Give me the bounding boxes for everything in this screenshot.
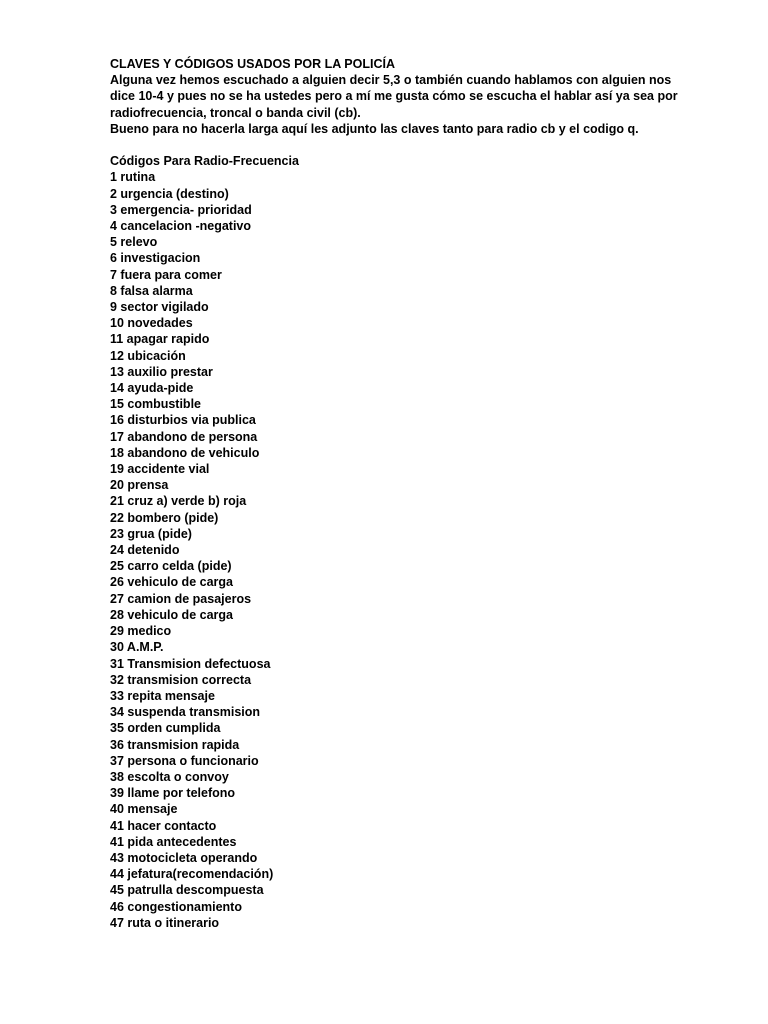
- list-item: 6 investigacion: [110, 251, 201, 266]
- list-item: 30 A.M.P.: [110, 640, 164, 655]
- list-item: 29 medico: [110, 624, 172, 639]
- code-list: [110, 169, 670, 931]
- list-item: 1 rutina: [110, 170, 156, 185]
- list-item: 7 fuera para comer: [110, 267, 222, 282]
- list-item: 22 bombero (pide): [110, 510, 219, 525]
- list-item: 5 relevo: [110, 235, 158, 250]
- list-item: 14 ayuda-pide: [110, 381, 194, 396]
- list-item: 35 orden cumplida: [110, 721, 221, 736]
- list-item: 28 vehiculo de carga: [110, 607, 233, 622]
- list-item: 17 abandono de persona: [110, 429, 258, 444]
- intro-paragraph: [110, 72, 678, 137]
- list-item: 24 detenido: [110, 543, 180, 558]
- intro-line: Bueno para no hacerla larga aquí les adjunto las claves tanto para radio cb y el codigo q.: [110, 121, 639, 136]
- list-item: 11 apagar rapido: [110, 332, 210, 347]
- list-item: 46 congestionamiento: [110, 899, 242, 914]
- list-item: 16 disturbios via publica: [110, 413, 256, 428]
- list-item: 20 prensa: [110, 478, 169, 493]
- intro-line: Alguna vez hemos escuchado a alguien decir 5,3 o también cuando hablamos con alguien nos: [110, 73, 672, 88]
- list-item: 18 abandono de vehiculo: [110, 445, 260, 460]
- document-page: [110, 56, 678, 931]
- list-item: 4 cancelacion -negativo: [110, 219, 252, 234]
- list-item: 9 sector vigilado: [110, 300, 209, 315]
- list-item: 12 ubicación: [110, 348, 186, 363]
- list-item: 13 auxilio prestar: [110, 364, 213, 379]
- list-item: 47 ruta o itinerario: [110, 915, 220, 930]
- list-item: 41 hacer contacto: [110, 818, 217, 833]
- list-item: 38 escolta o convoy: [110, 769, 229, 784]
- section-heading: Códigos Para Radio-Frecuencia: [110, 154, 299, 169]
- list-item: 15 combustible: [110, 397, 201, 412]
- list-item: 23 grua (pide): [110, 526, 192, 541]
- list-item: 45 patrulla descompuesta: [110, 883, 264, 898]
- intro-line: radiofrecuencia, troncal o banda civil (cb).: [110, 105, 361, 120]
- list-item: 31 Transmision defectuosa: [110, 656, 271, 671]
- list-item: 2 urgencia (destino): [110, 186, 229, 201]
- intro-line: dice 10-4 y pues no se ha ustedes pero a mí me gusta cómo se escucha el hablar así ya sea por: [110, 89, 678, 104]
- list-item: 3 emergencia- prioridad: [110, 202, 252, 217]
- list-item: 10 novedades: [110, 316, 193, 331]
- list-item: 33 repita mensaje: [110, 688, 215, 703]
- list-item: 39 llame por telefono: [110, 786, 236, 801]
- list-item: 36 transmision rapida: [110, 737, 240, 752]
- list-item: 8 falsa alarma: [110, 283, 193, 298]
- list-item: 25 carro celda (pide): [110, 559, 232, 574]
- list-item: 19 accidente vial: [110, 462, 210, 477]
- list-item: 43 motocicleta operando: [110, 850, 258, 865]
- blank-line: [110, 137, 670, 153]
- list-item: 44 jefatura(recomendación): [110, 867, 274, 882]
- list-item: 32 transmision correcta: [110, 672, 252, 687]
- list-item: 26 vehiculo de carga: [110, 575, 233, 590]
- list-item: 37 persona o funcionario: [110, 753, 259, 768]
- list-item: 41 pida antecedentes: [110, 834, 237, 849]
- list-item: 21 cruz a) verde b) roja: [110, 494, 247, 509]
- list-item: 40 mensaje: [110, 802, 178, 817]
- list-item: 27 camion de pasajeros: [110, 591, 252, 606]
- list-item: 34 suspenda transmision: [110, 705, 261, 720]
- document-title: CLAVES Y CÓDIGOS USADOS POR LA POLICÍA: [110, 57, 395, 71]
